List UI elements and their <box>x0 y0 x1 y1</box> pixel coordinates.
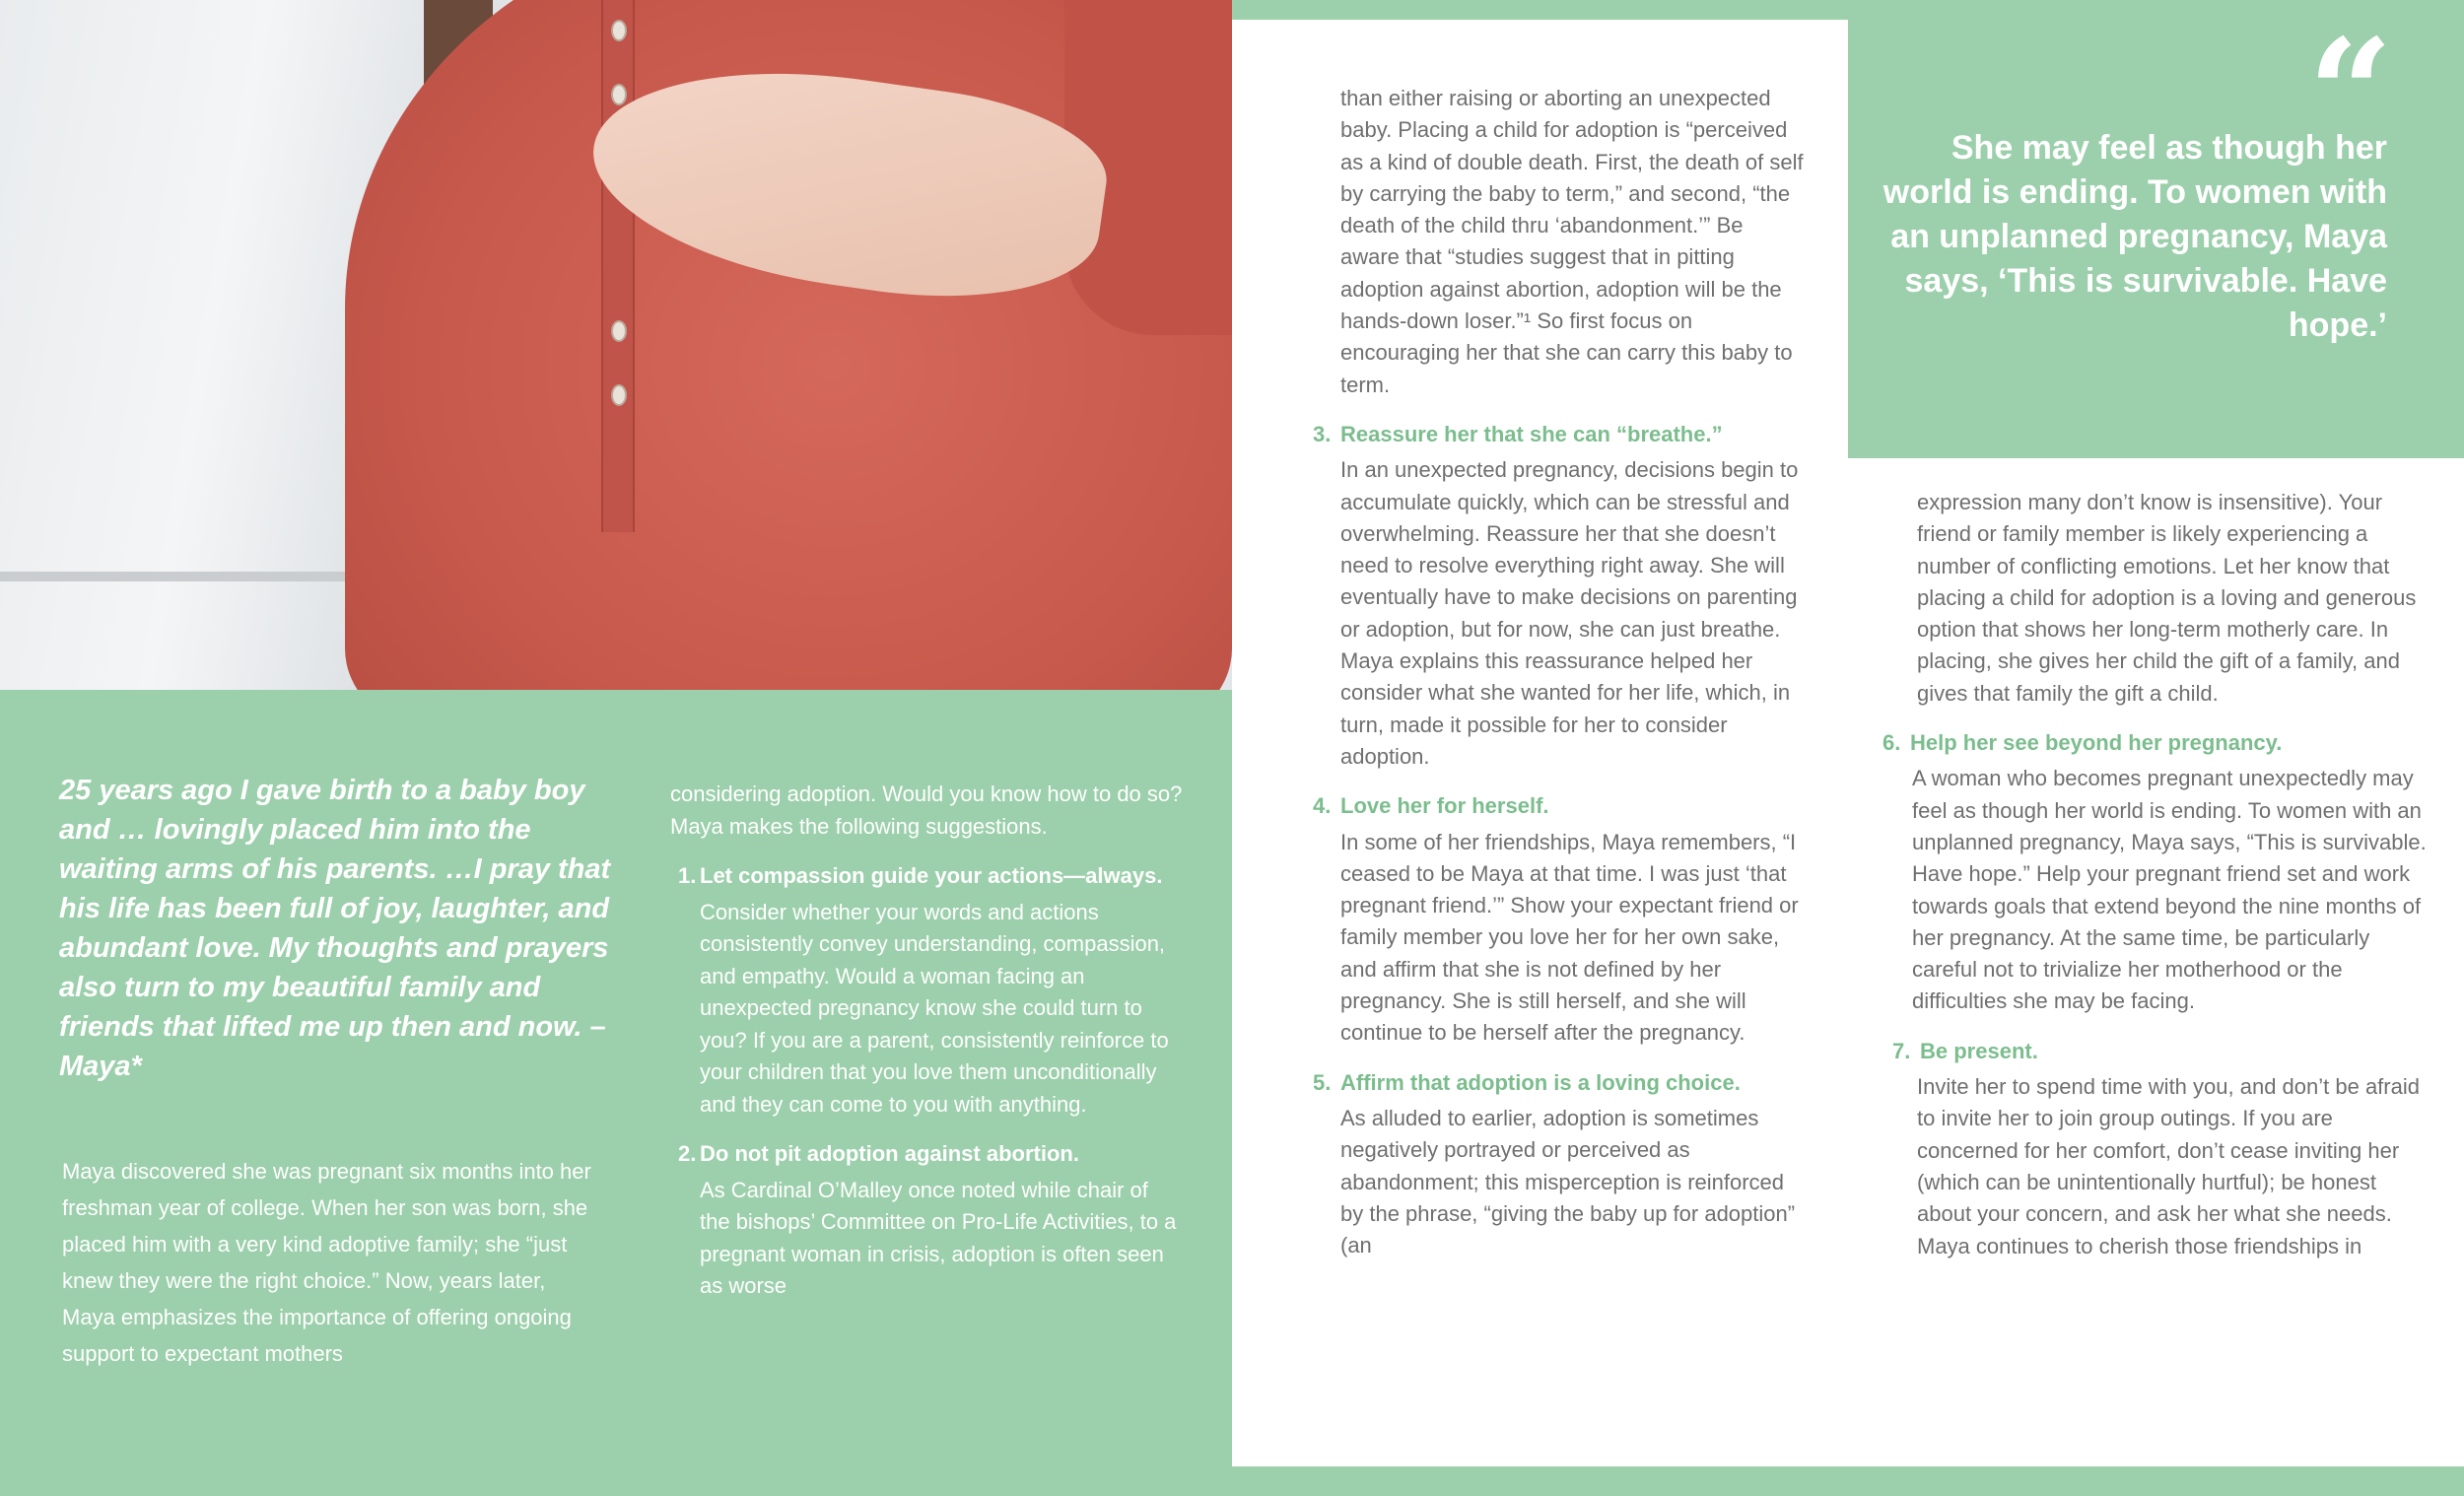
col4-lead: expression many don’t know is insensitive). Your friend or family member is likely experiencing a number of conflicting emotions. Let her know that placing a child for adoption is a loving and generous option that shows her long-term motherly care. In placing, she gives her child the gift of a family, and gives that family the gift a child. <box>1917 490 2417 706</box>
item-title: Do not pit adoption against abortion. <box>700 1141 1079 1166</box>
col2-lead: considering adoption. Would you know how to do so? Maya makes the following suggestions. <box>670 782 1183 839</box>
shirt-button <box>611 384 627 406</box>
item-heading <box>1882 727 2430 759</box>
shirt-button <box>611 20 627 41</box>
list-item <box>670 1138 1183 1303</box>
list-item <box>1313 1067 1806 1262</box>
item-body: As alluded to earlier, adoption is sometimes negatively portrayed or perceived as abandonment; this misperception is reinforced by the phrase, “giving the baby up for adoption” (an <box>1340 1105 1796 1258</box>
item-heading <box>1313 790 1806 822</box>
list-item <box>1313 419 1806 773</box>
item-body: Consider whether your words and actions consistently convey understanding, compassion, and empathy. Would a woman facing an unexpected pregnancy know she could turn to you? If you are a parent, consistently reinforce to your children that you love them unconditionally and they can come to you with anything. <box>700 899 1169 1117</box>
item-title: Love her for herself. <box>1340 793 1549 819</box>
column-2 <box>670 779 1183 1303</box>
item-heading <box>1882 1036 2430 1067</box>
list-item <box>1313 790 1806 1049</box>
item-number: 2. <box>678 1141 697 1166</box>
shirt-placket <box>601 0 635 532</box>
col3-lead: than either raising or aborting an unexpected baby. Placing a child for adoption is “perceived as a kind of double death. First, the death of self by carrying the baby to term,” and second, “the death of the child thru ‘abandonment.’” Be aware that “studies suggest that in pitting adoption against abortion, adoption will be the hands-down loser.”¹ So first focus on encouraging her that she can carry this baby to term. <box>1340 86 1804 397</box>
item-heading <box>1313 1067 1806 1099</box>
shirt-button <box>611 320 627 342</box>
list-item <box>670 860 1183 1121</box>
item-title: Reassure her that she can “breathe.” <box>1340 421 1723 446</box>
column-4 <box>1882 487 2430 1262</box>
item-title: Affirm that adoption is a loving choice. <box>1340 1069 1741 1095</box>
item-number: 1. <box>678 863 697 888</box>
pull-quote-text: She may feel as though her world is ending. To women with an unplanned pregnancy, Maya says, ‘This is survivable. Have hope.’ <box>1882 129 2387 344</box>
list-item <box>1882 727 2430 1018</box>
item-heading <box>670 1138 1183 1171</box>
item-body: Invite her to spend time with you, and don’t be afraid to invite her to join group outings. If you are concerned for her comfort, don’t cease inviting her (which can be unintentionally hurtful); be honest about your concern, and ask her what she needs. Maya continues to cherish those friendships in <box>1917 1074 2420 1258</box>
list-item <box>1882 1036 2430 1262</box>
item-number: 5. <box>1313 1069 1332 1095</box>
item-number: 3. <box>1313 421 1332 446</box>
item-body: As Cardinal O’Malley once noted while chair of the bishops’ Committee on Pro-Life Activities, to a pregnant woman in crisis, adoption is often seen as worse <box>700 1177 1177 1298</box>
intro-paragraph: Maya discovered she was pregnant six months into her freshman year of college. When her son was born, she placed him with a very kind adoptive family; she “just knew they were the right choice.” Now, years later, Maya emphasizes the importance of offering ongoing support to expectant mothers <box>62 1159 591 1366</box>
item-body: In some of her friendships, Maya remembers, “I ceased to be Maya at that time. I was just ‘that pregnant friend.’” Show your expectant friend or family member you love her for her own sake, and affirm that she is not defined by her pregnancy. She is still herself, and she will continue to be herself after the pregnancy. <box>1340 829 1799 1046</box>
item-title: Help her see beyond her pregnancy. <box>1910 730 2283 756</box>
item-title: Let compassion guide your actions—always. <box>700 863 1163 888</box>
item-heading <box>1313 419 1806 450</box>
shirt-button <box>611 84 627 105</box>
item-number: 6. <box>1882 730 1901 756</box>
item-title: Be present. <box>1920 1038 2038 1063</box>
column-3 <box>1313 83 1806 1261</box>
item-number: 7. <box>1892 1038 1911 1063</box>
item-heading <box>670 860 1183 893</box>
item-body: In an unexpected pregnancy, decisions begin to accumulate quickly, which can be stressful and overwhelming. Reassure her that she doesn’t need to resolve everything right away. She will eventually have to make decisions on parenting or adoption, but for now, she can just breathe. Maya explains this reassurance helped her consider what she wanted for her life, which, in turn, made it possible for her to consider adoption. <box>1340 457 1799 769</box>
pull-quote-box <box>1850 0 2464 458</box>
pregnant-woman-photo <box>0 0 1232 690</box>
item-body: A woman who becomes pregnant unexpectedly may feel as though her world is ending. To women with an unplanned pregnancy, Maya says, “This is survivable. Have hope.” Help your pregnant friend set and work towards goals that extend beyond the nine months of her pregnancy. At the same time, be particularly careful not to trivialize her motherhood or the difficulties she may be facing. <box>1912 766 2427 1014</box>
quote-mark-icon: “ <box>2307 7 2393 180</box>
maya-testimonial: 25 years ago I gave birth to a baby boy and … lovingly placed him into the waiting arms of his parents. …I pray that his life has been full of joy, laughter, and abundant love. My thoughts and prayers also turn to my beautiful family and friends that lifted me up then and now. – Maya* <box>59 775 611 1082</box>
item-number: 4. <box>1313 793 1332 819</box>
